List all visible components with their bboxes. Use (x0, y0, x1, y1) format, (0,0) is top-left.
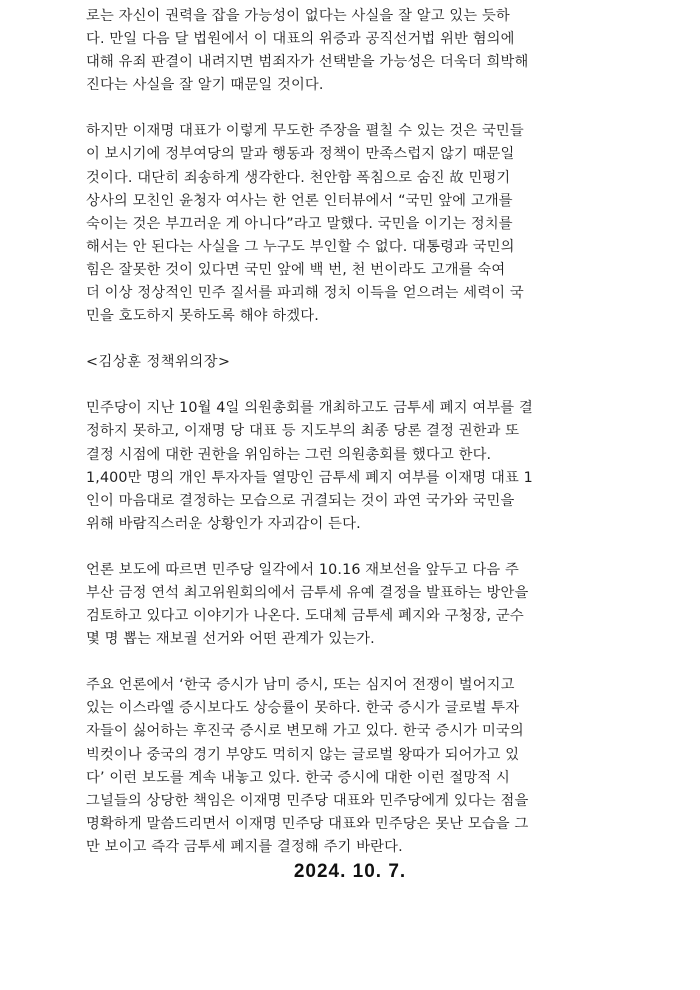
paragraph (86, 559, 646, 651)
text-line: 정하지 못하고, 이재명 당 대표 등 지도부의 최종 당론 결정 권한과 또 (86, 423, 520, 440)
text-line: 만 보이고 즉각 금투세 폐지를 결정해 주기 바란다. (86, 838, 403, 855)
text-line: 민주당이 지난 10월 4일 의원총회를 개최하고도 금투세 폐지 여부를 결 (86, 400, 533, 417)
paragraph (86, 120, 646, 328)
text-line: 부산 금정 연석 최고위원회의에서 금투세 유예 결정을 발표하는 방안을 (86, 584, 529, 601)
text-line: 위해 바람직스러운 상황인가 자괴감이 든다. (86, 515, 361, 532)
text-line: 숙이는 것은 부끄러운 게 아니다”라고 말했다. 국민을 이기는 정치를 (86, 215, 513, 232)
section-heading-block (86, 351, 646, 374)
text-line: 몇 명 뽑는 재보궐 선거와 어떤 관계가 있는가. (86, 631, 375, 648)
text-line: 민을 호도하지 못하도록 해야 하겠다. (86, 308, 319, 325)
text-line: 언론 보도에 따르면 민주당 일각에서 10.16 재보선을 앞두고 다음 주 (86, 561, 519, 578)
text-line: 상사의 모친인 윤청자 여사는 한 언론 인터뷰에서 “국민 앞에 고개를 (86, 192, 513, 209)
text-line: 주요 언론에서 ‘한국 증시가 남미 증시, 또는 심지어 전쟁이 벌어지고 (86, 677, 515, 694)
paragraph (86, 5, 646, 97)
text-line: 다’ 이런 보도를 계속 내놓고 있다. 한국 증시에 대한 이런 절망적 시 (86, 769, 511, 786)
text-line: 있는 이스라엘 증시보다도 상승률이 못하다. 한국 증시가 글로벌 투자 (86, 700, 520, 717)
text-line: 진다는 사실을 잘 알기 때문일 것이다. (86, 77, 324, 94)
document-body (86, 0, 646, 859)
paragraph (86, 397, 646, 536)
text-line: 대해 유죄 판결이 내려지면 범죄자가 선택받을 가능성은 더욱더 희박해 (86, 54, 529, 71)
text-line: 힘은 잘못한 것이 있다면 국민 앞에 백 번, 천 번이라도 고개를 숙여 (86, 261, 506, 278)
text-line: 더 이상 정상적인 민주 질서를 파괴해 정치 이득을 얻으려는 세력이 국 (86, 285, 524, 302)
text-line: 검토하고 있다고 이야기가 나온다. 도대체 금투세 폐지와 구청장, 군수 (86, 608, 524, 625)
text-line: 명확하게 말씀드리면서 이재명 민주당 대표와 민주당은 못난 모습을 그 (86, 815, 529, 832)
text-line: 1,400만 명의 개인 투자자들 열망인 금투세 폐지 여부를 이재명 대표 1 (86, 469, 533, 486)
text-line: 해서는 안 된다는 사실을 그 누구도 부인할 수 없다. 대통령과 국민의 (86, 238, 515, 255)
text-line: 인이 마음대로 결정하는 모습으로 귀결되는 것이 과연 국가와 국민을 (86, 492, 515, 509)
text-line: 이 보시기에 정부여당의 말과 행동과 정책이 만족스럽지 않기 때문일 (86, 146, 515, 163)
text-line: 것이다. 대단히 죄송하게 생각한다. 천안함 폭침으로 숨진 故 민평기 (86, 169, 511, 186)
text-line: 그널들의 상당한 책임은 이재명 민주당 대표와 민주당에게 있다는 점을 (86, 792, 529, 809)
document-date: 2024. 10. 7. (293, 861, 407, 882)
text-line: 다. 만일 다음 달 법원에서 이 대표의 위증과 공직선거법 위반 혐의에 (86, 31, 515, 48)
text-line: 로는 자신이 권력을 잡을 가능성이 없다는 사실을 잘 알고 있는 듯하 (86, 8, 510, 24)
text-line: 하지만 이재명 대표가 이렇게 무도한 주장을 펼칠 수 있는 것은 국민들 (86, 123, 524, 140)
text-line: 결정 시점에 대한 권한을 위임하는 그런 의원총회를 했다고 한다. (86, 446, 492, 463)
text-line: 자들이 싫어하는 후진국 증시로 변모해 가고 있다. 한국 증시가 미국의 (86, 723, 524, 740)
paragraph (86, 674, 646, 859)
section-heading: <김상훈 정책위의장> (86, 354, 231, 371)
text-line: 빅컷이나 중국의 경기 부양도 먹히지 않는 글로벌 왕따가 되어가고 있 (86, 746, 520, 763)
